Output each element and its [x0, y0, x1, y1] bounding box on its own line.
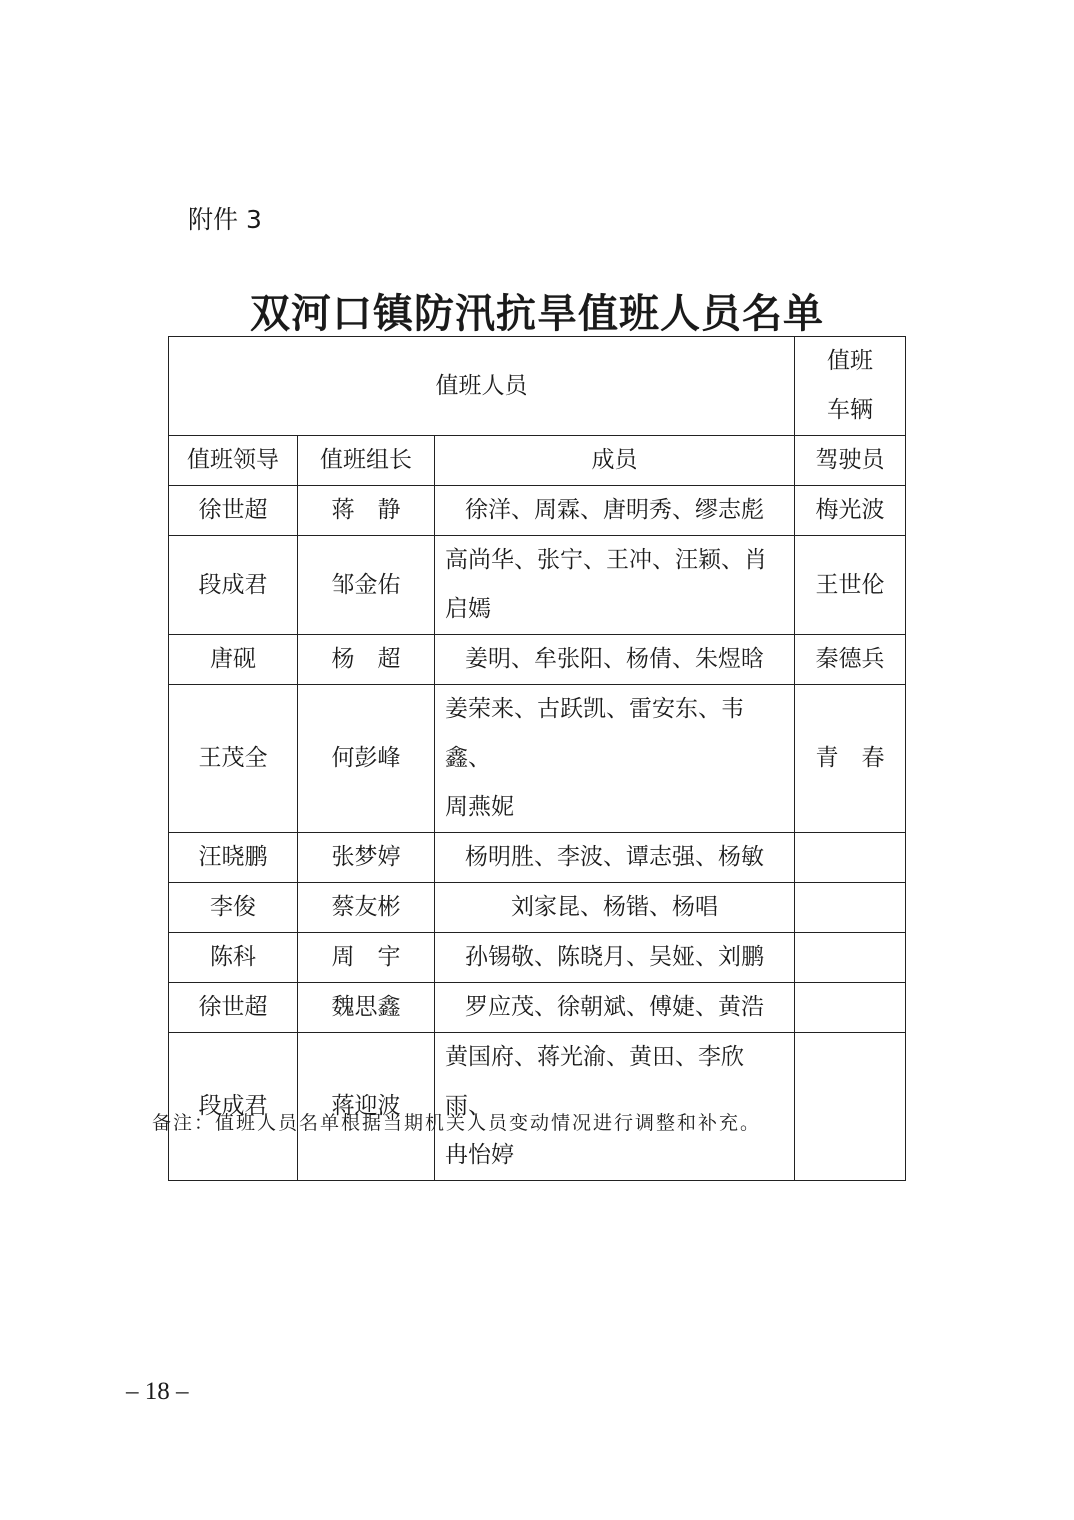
cell-members	[435, 983, 795, 1033]
members-line: 刘家昆、杨锴、杨唱	[511, 894, 718, 920]
cell-captain: 蒋 静	[298, 486, 435, 536]
cell-members	[435, 486, 795, 536]
members-line: 冉怡婷	[445, 1142, 514, 1168]
cell-members	[435, 1033, 795, 1181]
table-row	[169, 1033, 906, 1181]
cell-captain: 张梦婷	[298, 833, 435, 883]
cell-leader: 汪晓鹏	[169, 833, 298, 883]
table-row	[169, 635, 906, 685]
duty-roster-table	[168, 336, 906, 1181]
cell-leader: 李俊	[169, 883, 298, 933]
cell-driver	[795, 883, 906, 933]
cell-captain: 蔡友彬	[298, 883, 435, 933]
roster-body	[169, 337, 906, 1181]
cell-members	[435, 536, 795, 635]
cell-leader: 王茂全	[169, 685, 298, 833]
remark-note: 备注：值班人员名单根据当期机关人员变动情况进行调整和补充。	[152, 1112, 762, 1134]
col-header-driver: 驾驶员	[795, 436, 906, 486]
cell-driver	[795, 933, 906, 983]
cell-leader: 徐世超	[169, 983, 298, 1033]
cell-leader: 段成君	[169, 536, 298, 635]
page-number: – 18 –	[126, 1378, 189, 1405]
cell-leader: 唐砚	[169, 635, 298, 685]
cell-driver: 青 春	[795, 685, 906, 833]
members-line: 高尚华、张宁、王冲、汪颖、肖	[445, 547, 767, 573]
members-line: 孙锡敬、陈晓月、吴娅、刘鹏	[465, 944, 764, 970]
annex-label: 附件 3	[188, 205, 262, 234]
cell-members	[435, 685, 795, 833]
members-line: 启嫣	[445, 596, 491, 622]
cell-members	[435, 883, 795, 933]
table-row	[169, 536, 906, 635]
cell-leader: 段成君	[169, 1033, 298, 1181]
table-row	[169, 983, 906, 1033]
members-line: 姜荣来、古跃凯、雷安东、韦鑫、	[445, 696, 744, 771]
header-row-group	[169, 337, 906, 436]
cell-driver	[795, 1033, 906, 1181]
cell-driver: 秦德兵	[795, 635, 906, 685]
cell-driver: 梅光波	[795, 486, 906, 536]
cell-members	[435, 635, 795, 685]
members-line: 姜明、牟张阳、杨倩、朱煜晗	[465, 646, 764, 672]
cell-captain: 蒋迎波	[298, 1033, 435, 1181]
cell-driver: 王世伦	[795, 536, 906, 635]
cell-captain: 杨 超	[298, 635, 435, 685]
table-row	[169, 833, 906, 883]
document-title: 双河口镇防汛抗旱值班人员名单	[250, 290, 824, 337]
cell-driver	[795, 833, 906, 883]
cell-members	[435, 933, 795, 983]
cell-captain: 何彭峰	[298, 685, 435, 833]
header-row-columns	[169, 436, 906, 486]
table-row	[169, 486, 906, 536]
header-duty-personnel: 值班人员	[169, 337, 795, 436]
cell-captain: 周 宇	[298, 933, 435, 983]
cell-driver	[795, 983, 906, 1033]
members-line: 周燕妮	[445, 794, 514, 820]
table-row	[169, 933, 906, 983]
members-line: 杨明胜、李波、谭志强、杨敏	[465, 844, 764, 870]
header-duty-vehicle-line2: 车辆	[827, 397, 874, 423]
members-line: 罗应茂、徐朝斌、傅婕、黄浩	[465, 994, 764, 1020]
cell-leader: 陈科	[169, 933, 298, 983]
col-header-members: 成员	[435, 436, 795, 486]
col-header-leader: 值班领导	[169, 436, 298, 486]
cell-captain: 邹金佑	[298, 536, 435, 635]
cell-leader: 徐世超	[169, 486, 298, 536]
members-line: 黄国府、蒋光渝、黄田、李欣雨、	[445, 1044, 744, 1119]
col-header-captain: 值班组长	[298, 436, 435, 486]
header-duty-vehicle-line1: 值班	[827, 348, 874, 374]
cell-captain: 魏思鑫	[298, 983, 435, 1033]
header-duty-vehicle	[795, 337, 906, 436]
members-line: 徐洋、周霖、唐明秀、缪志彪	[465, 497, 764, 523]
cell-members	[435, 833, 795, 883]
table-row	[169, 685, 906, 833]
table-row	[169, 883, 906, 933]
